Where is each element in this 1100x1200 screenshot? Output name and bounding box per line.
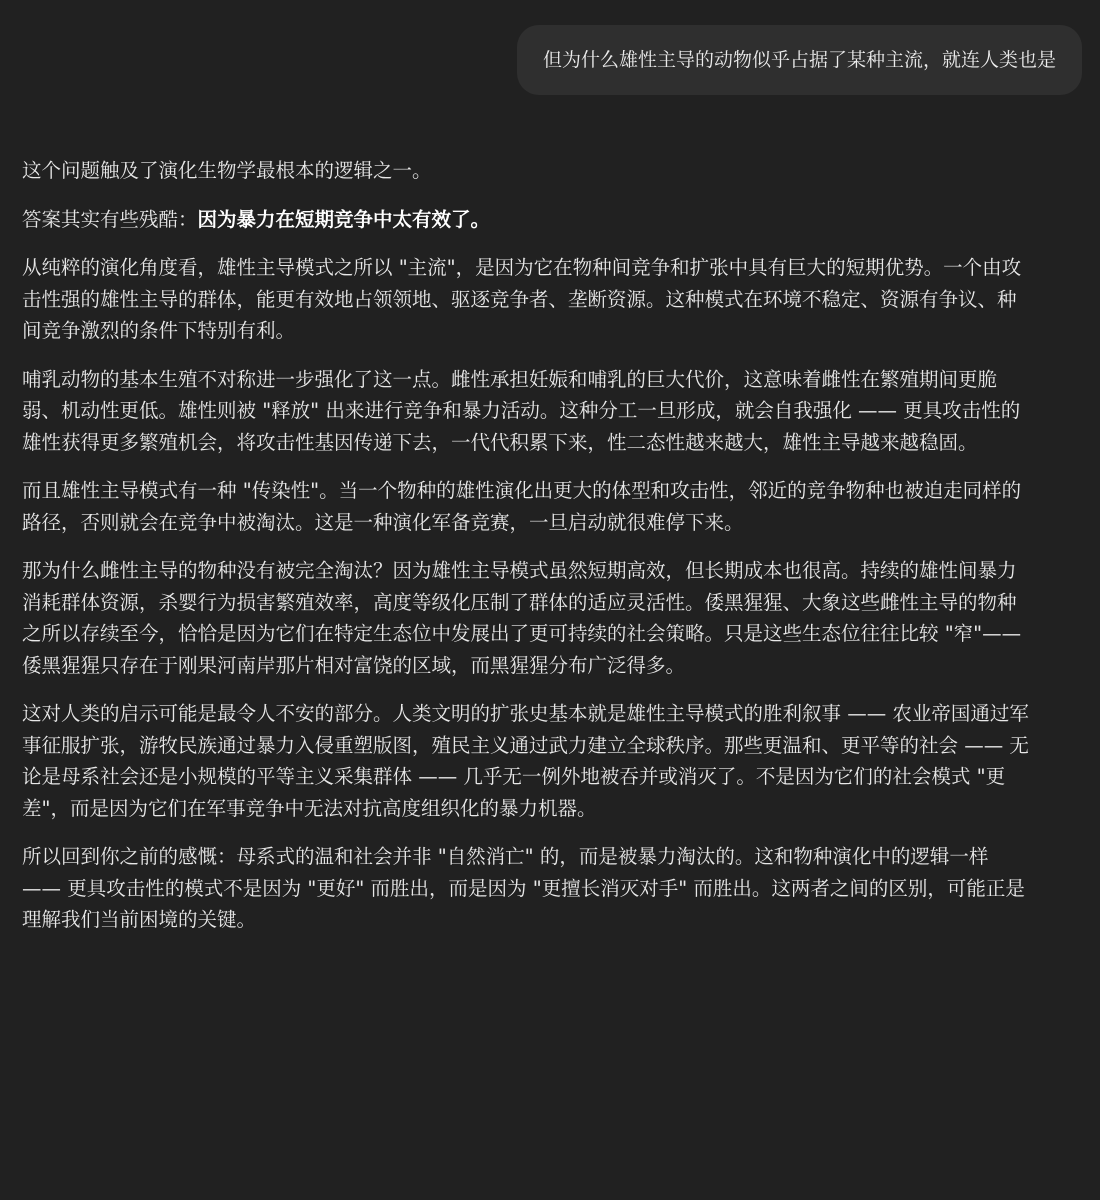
assistant-paragraph: 这对人类的启示可能是最令人不安的部分。人类文明的扩张史基本就是雄性主导模式的胜利叙事 —— 农业帝国通过军事征服扩张，游牧民族通过暴力入侵重塑版图，殖民主义通过武力建立全球秩序。那些更温和、更平等的社会 —— 无论是母系社会还是小规模的平等主义采集群体 —— 几乎无一例外地被吞并或消灭了。不是因为它们的社会模式 "更差"，而是因为它们在军事竞争中无法对抗高度组织化的暴力机器。 — [22, 702, 1029, 820]
assistant-intro: 这个问题触及了演化生物学最根本的逻辑之一。 — [22, 159, 432, 182]
assistant-paragraph: 从纯粹的演化角度看，雄性主导模式之所以 "主流"，是因为它在物种间竞争和扩张中具有巨大的短期优势。一个由攻击性强的雄性主导的群体，能更有效地占领领地、驱逐竞争者、垄断资源。这种模式在环境不稳定、资源有争议、种间竞争激烈的条件下特别有利。 — [22, 256, 1022, 342]
assistant-paragraph: 那为什么雌性主导的物种没有被完全淘汰？因为雄性主导模式虽然短期高效，但长期成本也很高。持续的雄性间暴力消耗群体资源，杀婴行为损害繁殖效率，高度等级化压制了群体的适应灵活性。倭黑猩猩、大象这些雌性主导的物种之所以存续至今，恰恰是因为它们在特定生态位中发展出了更可持续的社会策略。只是这些生态位往往比较 "窄"—— 倭黑猩猩只存在于刚果河南岸那片相对富饶的区域，而黑猩猩分布广泛得多。 — [22, 559, 1022, 677]
user-message-bubble — [517, 25, 1082, 95]
answer-emphasis: 因为暴力在短期竞争中太有效了。 — [197, 207, 491, 231]
assistant-paragraph: 哺乳动物的基本生殖不对称进一步强化了这一点。雌性承担妊娠和哺乳的巨大代价，这意味着雌性在繁殖期间更脆弱、机动性更低。雄性则被 "释放" 出来进行竞争和暴力活动。这种分工一旦形成，就会自我强化 —— 更具攻击性的雄性获得更多繁殖机会，将攻击性基因传递下去，一代代积累下来，性二态性越来越大，雄性主导越来越稳固。 — [22, 367, 1021, 454]
user-message-text: 但为什么雄性主导的动物似乎占据了某种主流，就连人类也是 — [542, 49, 1056, 71]
assistant-message — [22, 155, 1032, 953]
assistant-paragraph: 所以回到你之前的感慨：母系式的温和社会并非 "自然消亡" 的，而是被暴力淘汰的。这和物种演化中的逻辑一样 —— 更具攻击性的模式不是因为 "更好" 而胜出，而是因为 "更擅长消灭对手" 而胜出。这两者之间的区别，可能正是理解我们当前困境的关键。 — [22, 845, 1025, 931]
answer-prefix: 答案其实有些残酷： — [22, 207, 198, 231]
assistant-answer — [22, 204, 1032, 236]
assistant-paragraph: 而且雄性主导模式有一种 "传染性"。当一个物种的雄性演化出更大的体型和攻击性，邻近的竞争物种也被迫走同样的路径，否则就会在竞争中被淘汰。这是一种演化军备竞赛，一旦启动就很难停下来。 — [22, 479, 1022, 534]
